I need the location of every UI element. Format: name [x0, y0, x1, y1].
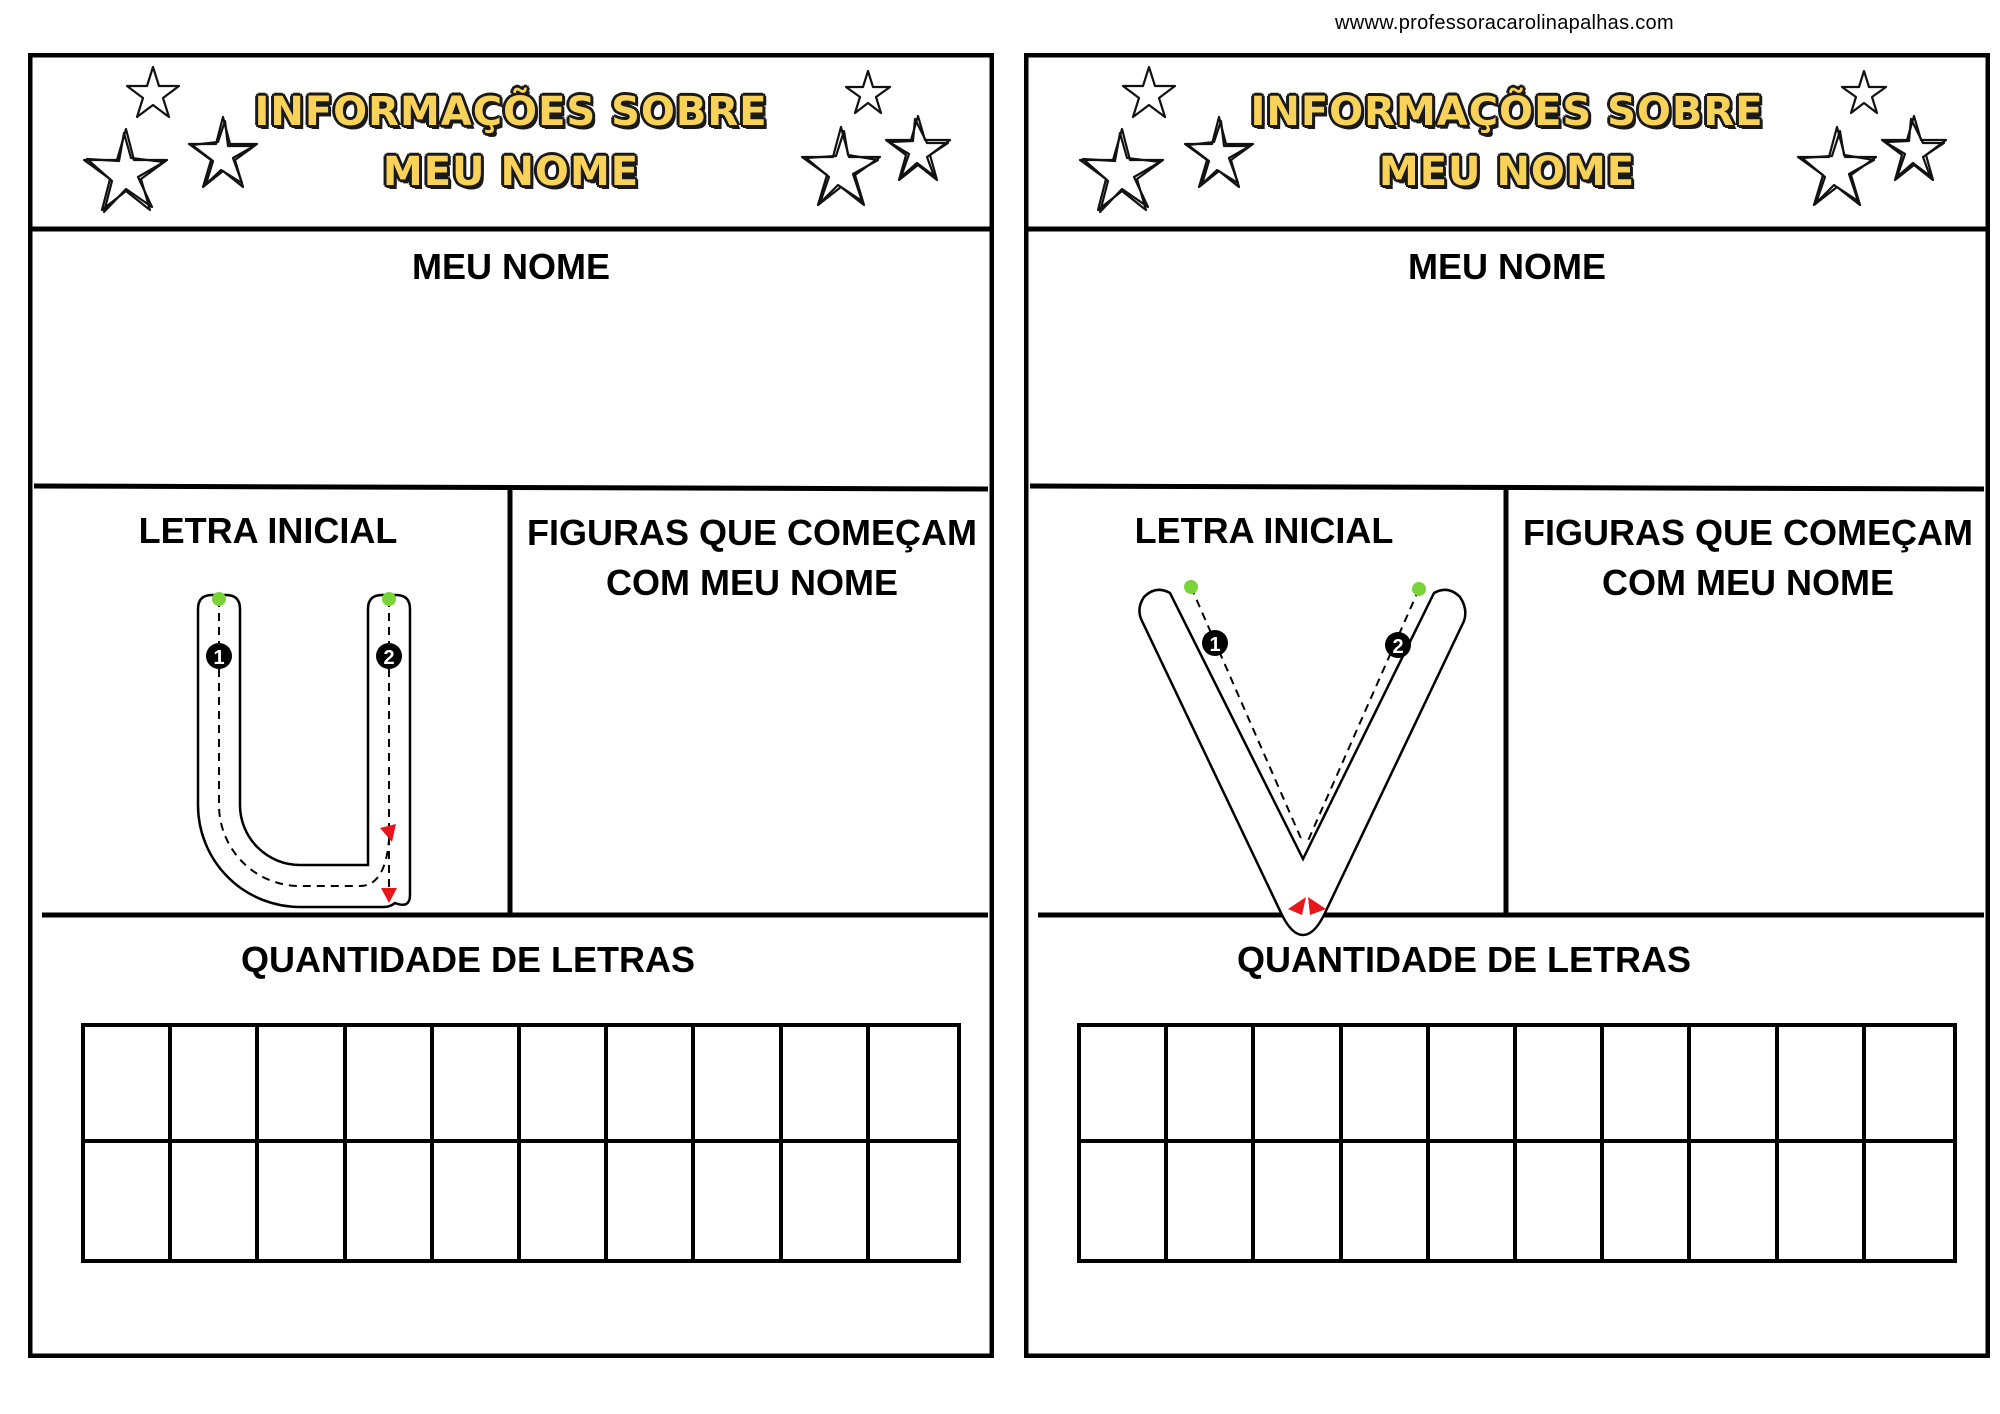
- grid-cell[interactable]: [1343, 1143, 1430, 1259]
- letter-v-tracing: [1139, 580, 1465, 935]
- stroke-number-2: 2: [383, 647, 395, 669]
- worksheet-title-line2: MEU NOME: [382, 149, 640, 195]
- grid-cell[interactable]: [695, 1143, 782, 1259]
- grid-cell[interactable]: [85, 1143, 172, 1259]
- grid-cell[interactable]: [1255, 1027, 1342, 1143]
- grid-cell[interactable]: [1691, 1143, 1778, 1259]
- grid-cell[interactable]: [783, 1027, 870, 1143]
- section-figures-label: [1506, 508, 1990, 608]
- section-initial-letter-label: LETRA INICIAL: [138, 510, 398, 551]
- grid-cell[interactable]: [695, 1027, 782, 1143]
- grid-cell[interactable]: [1779, 1143, 1866, 1259]
- section-figures-line2: COM MEU NOME: [1602, 562, 1894, 603]
- section-figures-label: [510, 508, 994, 608]
- grid-cell[interactable]: [1081, 1143, 1168, 1259]
- grid-cell[interactable]: [347, 1143, 434, 1259]
- letter-count-grid[interactable]: [81, 1023, 961, 1263]
- grid-cell[interactable]: [434, 1027, 521, 1143]
- grid-cell[interactable]: [85, 1027, 172, 1143]
- grid-cell[interactable]: [870, 1027, 957, 1143]
- section-figures-line1: FIGURAS QUE COMEÇAM: [527, 512, 977, 553]
- grid-cell[interactable]: [1517, 1143, 1604, 1259]
- stroke-number-1: 1: [213, 647, 225, 669]
- grid-cell[interactable]: [783, 1143, 870, 1259]
- worksheet-title-line1: INFORMAÇÕES SOBRE: [1250, 89, 1764, 135]
- grid-cell[interactable]: [1255, 1143, 1342, 1259]
- worksheet-letter-u: [28, 53, 994, 1358]
- grid-cell[interactable]: [1517, 1027, 1604, 1143]
- start-dot-1: [1184, 580, 1198, 594]
- grid-cell[interactable]: [172, 1143, 259, 1259]
- grid-cell[interactable]: [1691, 1027, 1778, 1143]
- grid-cell[interactable]: [1866, 1143, 1953, 1259]
- worksheet-title-line2: MEU NOME: [1378, 149, 1636, 195]
- grid-cell[interactable]: [172, 1027, 259, 1143]
- start-dot-2: [382, 592, 396, 606]
- section-initial-letter-label: LETRA INICIAL: [1134, 510, 1394, 551]
- letter-count-grid[interactable]: [1077, 1023, 1957, 1263]
- worksheet-letter-v: [1024, 53, 1990, 1358]
- grid-cell[interactable]: [1604, 1027, 1691, 1143]
- grid-cell[interactable]: [1866, 1027, 1953, 1143]
- worksheet-title-line1: INFORMAÇÕES SOBRE: [254, 89, 768, 135]
- grid-cell[interactable]: [259, 1027, 346, 1143]
- grid-cell[interactable]: [1604, 1143, 1691, 1259]
- section-figures-line1: FIGURAS QUE COMEÇAM: [1523, 512, 1973, 553]
- grid-cell[interactable]: [259, 1143, 346, 1259]
- grid-cell[interactable]: [347, 1027, 434, 1143]
- website-url: wwww.professoracarolinapalhas.com: [1335, 12, 1674, 34]
- grid-cell[interactable]: [1779, 1027, 1866, 1143]
- grid-cell[interactable]: [870, 1143, 957, 1259]
- section-letter-count-label: QUANTIDADE DE LETRAS: [1236, 939, 1691, 980]
- start-dot-2: [1412, 582, 1426, 596]
- section-letter-count-label: QUANTIDADE DE LETRAS: [240, 939, 695, 980]
- grid-cell[interactable]: [1430, 1143, 1517, 1259]
- grid-cell[interactable]: [521, 1027, 608, 1143]
- grid-cell[interactable]: [1168, 1143, 1255, 1259]
- section-figures-line2: COM MEU NOME: [606, 562, 898, 603]
- grid-cell[interactable]: [1168, 1027, 1255, 1143]
- grid-cell[interactable]: [608, 1027, 695, 1143]
- grid-cell[interactable]: [521, 1143, 608, 1259]
- grid-cell[interactable]: [1430, 1027, 1517, 1143]
- grid-cell[interactable]: [1081, 1027, 1168, 1143]
- letter-u-tracing: [198, 592, 410, 907]
- section-my-name-label: MEU NOME: [412, 246, 610, 287]
- grid-cell[interactable]: [434, 1143, 521, 1259]
- start-dot-1: [212, 592, 226, 606]
- grid-cell[interactable]: [1343, 1027, 1430, 1143]
- stroke-number-2: 2: [1392, 636, 1404, 658]
- section-my-name-label: MEU NOME: [1408, 246, 1606, 287]
- grid-cell[interactable]: [608, 1143, 695, 1259]
- stroke-number-1: 1: [1209, 634, 1221, 656]
